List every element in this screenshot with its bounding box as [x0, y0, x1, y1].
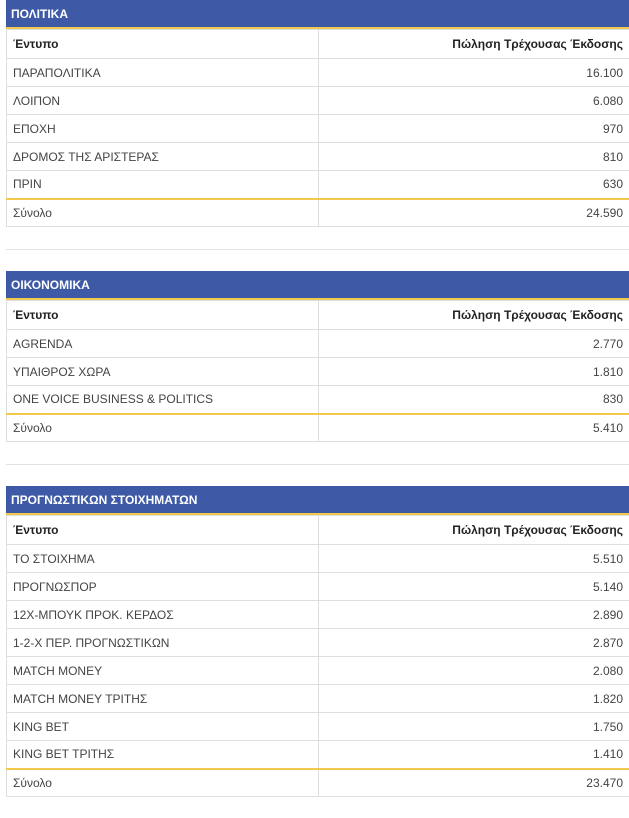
total-value: 24.590 [319, 199, 629, 227]
publication-name: AGRENDA [7, 330, 319, 358]
total-row [7, 769, 629, 797]
total-row [7, 414, 629, 442]
sales-value: 2.770 [319, 330, 629, 358]
publication-name: KING BET [7, 713, 319, 741]
table-row [7, 713, 629, 741]
table-row [7, 685, 629, 713]
section-divider [6, 249, 629, 250]
total-row [7, 199, 629, 227]
sales-value: 2.080 [319, 657, 629, 685]
table-row [7, 59, 629, 87]
column-header-sales: Πώληση Τρέχουσας Έκδοσης [319, 30, 629, 59]
table-row [7, 386, 629, 414]
section-politika [6, 0, 629, 227]
sales-value: 1.820 [319, 685, 629, 713]
table-header-row [7, 516, 629, 545]
publication-name: KING BET ΤΡΙΤΗΣ [7, 741, 319, 769]
sales-value: 5.510 [319, 545, 629, 573]
sales-value: 2.890 [319, 601, 629, 629]
sales-table [6, 29, 629, 227]
column-header-sales: Πώληση Τρέχουσας Έκδοσης [319, 301, 629, 330]
sales-table [6, 515, 629, 797]
section-title: ΠΟΛΙΤΙΚΑ [6, 0, 629, 29]
total-value: 5.410 [319, 414, 629, 442]
sales-value: 1.810 [319, 358, 629, 386]
sales-value: 5.140 [319, 573, 629, 601]
publication-name: ΠΡΙΝ [7, 171, 319, 199]
total-label: Σύνολο [7, 199, 319, 227]
table-row [7, 741, 629, 769]
sales-value: 830 [319, 386, 629, 414]
section-oikonomika [6, 271, 629, 442]
column-header-title: Έντυπο [7, 301, 319, 330]
total-label: Σύνολο [7, 769, 319, 797]
table-row [7, 657, 629, 685]
sales-value: 630 [319, 171, 629, 199]
column-header-sales: Πώληση Τρέχουσας Έκδοσης [319, 516, 629, 545]
publication-name: ΤΟ ΣΤΟΙΧΗΜΑ [7, 545, 319, 573]
total-value: 23.470 [319, 769, 629, 797]
publication-name: MATCH MONEY [7, 657, 319, 685]
sales-value: 970 [319, 115, 629, 143]
column-header-title: Έντυπο [7, 516, 319, 545]
table-row [7, 601, 629, 629]
sales-value: 6.080 [319, 87, 629, 115]
sales-table [6, 300, 629, 442]
table-header-row [7, 30, 629, 59]
publication-name: 12Χ-ΜΠΟΥΚ ΠΡΟΚ. ΚΕΡΔΟΣ [7, 601, 319, 629]
publication-name: 1-2-Χ ΠΕΡ. ΠΡΟΓΝΩΣΤΙΚΩΝ [7, 629, 319, 657]
publication-name: ΛΟΙΠΟΝ [7, 87, 319, 115]
section-title: ΠΡΟΓΝΩΣΤΙΚΩΝ ΣΤΟΙΧΗΜΑΤΩΝ [6, 486, 629, 515]
publication-name: ΔΡΟΜΟΣ ΤΗΣ ΑΡΙΣΤΕΡΑΣ [7, 143, 319, 171]
column-header-title: Έντυπο [7, 30, 319, 59]
section-divider [6, 464, 629, 465]
table-row [7, 115, 629, 143]
section-title: ΟΙΚΟΝΟΜΙΚΑ [6, 271, 629, 300]
table-row [7, 358, 629, 386]
publication-name: ONE VOICE BUSINESS & POLITICS [7, 386, 319, 414]
sales-value: 16.100 [319, 59, 629, 87]
table-row [7, 545, 629, 573]
sales-value: 810 [319, 143, 629, 171]
section-prognostika [6, 486, 629, 797]
table-row [7, 330, 629, 358]
table-row [7, 573, 629, 601]
table-row [7, 629, 629, 657]
publication-name: ΠΑΡΑΠΟΛΙΤΙΚΑ [7, 59, 319, 87]
table-row [7, 171, 629, 199]
table-row [7, 87, 629, 115]
sales-value: 2.870 [319, 629, 629, 657]
sales-value: 1.750 [319, 713, 629, 741]
publication-name: ΠΡΟΓΝΩΣΠΟΡ [7, 573, 319, 601]
publication-name: ΕΠΟΧΗ [7, 115, 319, 143]
sales-value: 1.410 [319, 741, 629, 769]
publication-name: ΥΠΑΙΘΡΟΣ ΧΩΡΑ [7, 358, 319, 386]
total-label: Σύνολο [7, 414, 319, 442]
publication-name: MATCH MONEY ΤΡΙΤΗΣ [7, 685, 319, 713]
table-row [7, 143, 629, 171]
table-header-row [7, 301, 629, 330]
